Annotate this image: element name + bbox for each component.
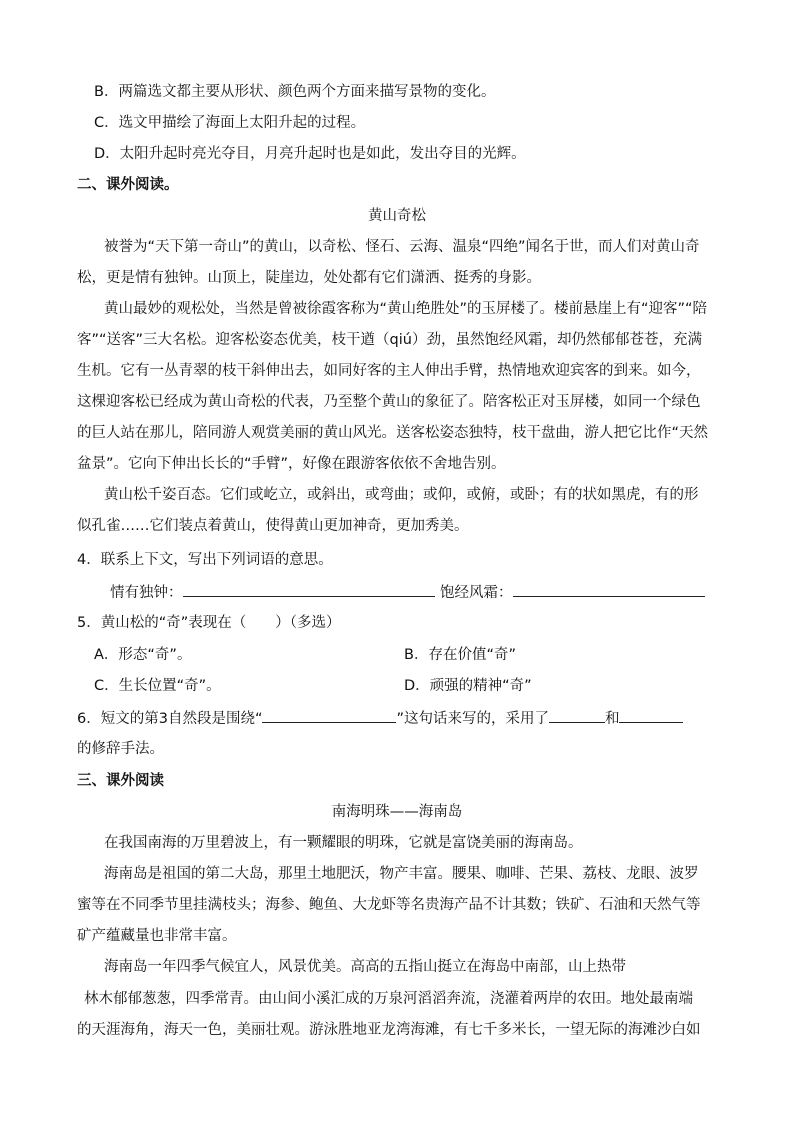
section3-p1: 在我国南海的万里碧波上，有一颗耀眼的明珠，它就是富饶美丽的海南岛。 <box>104 835 583 851</box>
section3-title: 南海明珠——海南岛 <box>331 804 463 820</box>
section2-p1-line1: 被誉为“天下第一奇山”的黄山，以奇松、怪石、云海、温泉“四绝”闻名于世，而人们对黄山奇 <box>104 239 700 255</box>
section2-p2-line1: 黄山最妙的观松处，当然是曾被徐霞客称为“黄山绝胜处”的玉屏楼了。楼前悬崖上有“迎客”“陪 <box>104 301 708 317</box>
q5-option-d[interactable]: D．顽强的精神“奇” <box>404 678 532 694</box>
q4-term1-answer-blank[interactable] <box>183 582 435 597</box>
q3-option-d: D．太阳升起时亮光夺目，月亮升起时也是如此，发出夺目的光辉。 <box>94 146 526 162</box>
section2-p2-line5: 的巨人站在那儿，陪同游人观赏美丽的黄山风光。送客松姿态独特，枝干盘曲，游人把它比作“天然 <box>77 425 709 441</box>
section3-p2-line3: 矿产蕴藏量也非常丰富。 <box>77 928 237 944</box>
q4-stem: 4．联系上下文，写出下列词语的意思。 <box>77 552 333 568</box>
section2-p2-line3: 生机。它有一丛青翠的枝干斜伸出去，如同好客的主人伸出手臂，热情地欢迎宾客的到来。如今， <box>77 363 701 379</box>
q6-text-part2: ”这句话来写的，采用了 <box>396 711 549 727</box>
section3-p4-line2: 的天涯海角，海天一色，美丽壮观。游泳胜地亚龙湾海滩，有七千多米长，一望无际的海滩沙白如 <box>77 1022 701 1038</box>
section2-title: 黄山奇松 <box>368 208 426 224</box>
q6-line1 <box>77 708 683 729</box>
section2-p2-line4: 这棵迎客松已经成为黄山奇松的代表，乃至整个黄山的象征了。陪客松正对玉屏楼，如同一个绿色 <box>77 394 701 410</box>
section3-p2-line2: 蜜等在不同季节里挂满枝头；海参、鲍鱼、大龙虾等名贵海产品不计其数；铁矿、石油和天然气等 <box>77 897 701 913</box>
q4-term2-row <box>440 582 705 603</box>
q4-term2-answer-blank[interactable] <box>513 582 705 597</box>
section3-p3: 海南岛一年四季气候宜人，风景优美。高高的五指山挺立在海岛中南部，山上热带 <box>104 959 626 975</box>
q6-text-part1: 6．短文的第3自然段是围绕“ <box>77 711 263 727</box>
q4-term1-row <box>110 582 435 603</box>
section2-heading: 二、课外阅读。 <box>77 177 179 193</box>
section2-p3-line1: 黄山松千姿百态。它们或屹立，或斜出，或弯曲；或仰，或俯，或卧；有的状如黑虎，有的形 <box>104 487 699 503</box>
q6-text-part3: 和 <box>604 711 620 727</box>
q4-term2-label: 饱经风霜： <box>440 585 513 601</box>
section2-p2-line2: 客”“送客”三大名松。迎客松姿态优美，枝干遒（qiú）劲，虽然饱经风霜，却仍然郁郁苍苍，充满 <box>77 332 702 348</box>
q6-blank-1[interactable] <box>262 708 396 723</box>
q5-stem: 5．黄山松的“奇”表现在（ ）（多选） <box>77 615 341 631</box>
q6-blank-2[interactable] <box>549 708 605 723</box>
q6-line2: 的修辞手法。 <box>77 741 164 757</box>
q3-option-b: B．两篇选文都主要从形状、颜色两个方面来描写景物的变化。 <box>94 84 496 100</box>
section3-p4-line1: 林木郁郁葱葱，四季常青。由山间小溪汇成的万泉河滔滔奔流，浇灌着两岸的农田。地处最南端 <box>84 991 693 1007</box>
section3-p2-line1: 海南岛是祖国的第二大岛，那里土地肥沃，物产丰富。腰果、咖啡、芒果、荔枝、龙眼、波罗 <box>104 866 699 882</box>
q5-option-a[interactable]: A．形态“奇”。 <box>94 647 192 663</box>
q6-blank-3[interactable] <box>619 708 683 723</box>
q5-option-b[interactable]: B．存在价值“奇” <box>404 647 516 663</box>
q4-term1-label: 情有独钟： <box>110 585 183 601</box>
section2-p2-line6: 盆景”。它向下伸出长长的“手臂”，好像在跟游客依依不舍地告别。 <box>77 456 506 472</box>
q5-option-c[interactable]: C．生长位置“奇”。 <box>94 678 221 694</box>
section2-p1-line2: 松，更是情有独钟。山顶上，陡崖边，处处都有它们潇洒、挺秀的身影。 <box>77 270 541 286</box>
section2-p3-line2: 似孔雀……它们装点着黄山，使得黄山更加神奇，更加秀美。 <box>77 518 469 534</box>
q3-option-c: C．选文甲描绘了海面上太阳升起的过程。 <box>94 115 366 131</box>
section3-heading: 三、课外阅读 <box>77 773 164 789</box>
